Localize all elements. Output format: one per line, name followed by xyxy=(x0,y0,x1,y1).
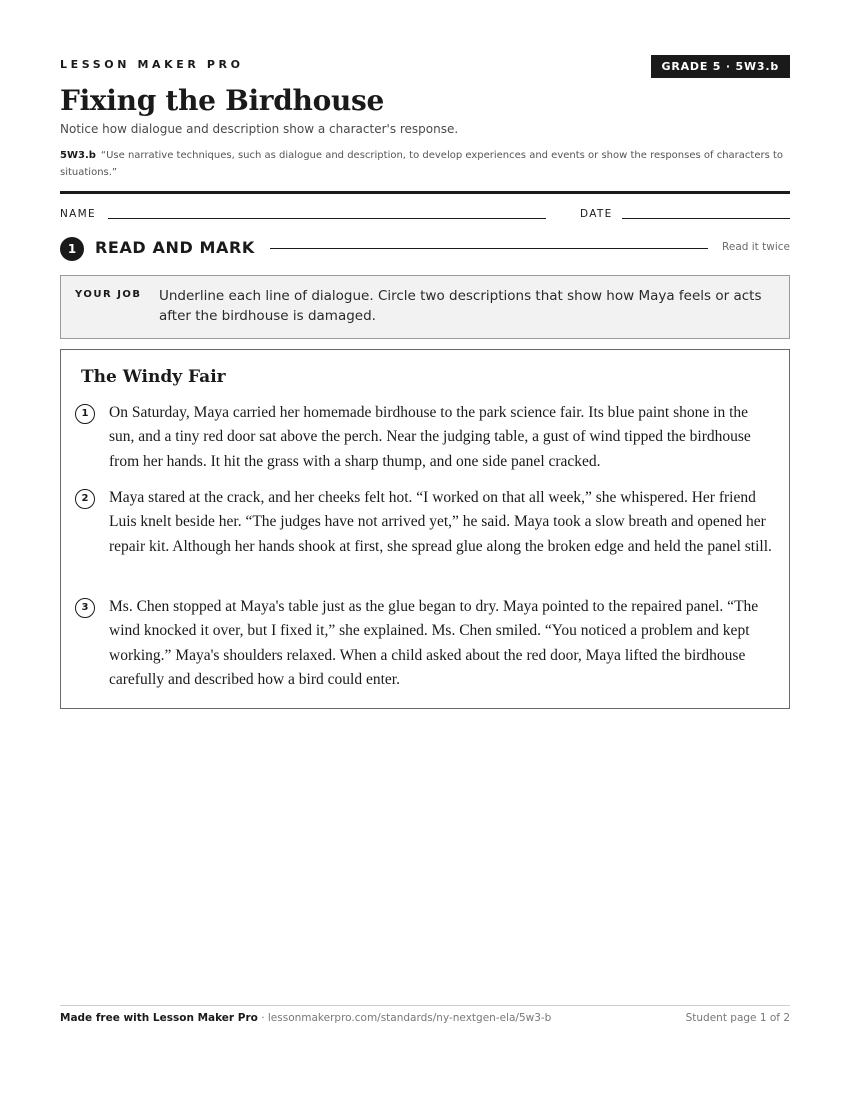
worksheet-subtitle: Notice how dialogue and description show a character's response. xyxy=(60,122,459,136)
section-title: READ AND MARK xyxy=(95,238,255,257)
footer-page-number: Student page 1 of 2 xyxy=(685,1012,790,1024)
paragraph-number: 1 xyxy=(75,404,95,424)
standard-description xyxy=(60,147,790,181)
paragraph-text: Maya stared at the crack, and her cheeks felt hot. “I worked on that all week,” she whispered. Her friend Luis knelt beside her. “The judges have not arrived yet,” he said. Maya took a slow breath and opened her repair kit. Although her hands shook at first, she spread glue along the broken edge and held the panel still. xyxy=(109,489,772,555)
footer-credit xyxy=(60,1012,551,1024)
standard-text: “Use narrative techniques, such as dialogue and description, to develop experiences and events or show the responses of characters to situations.” xyxy=(60,150,784,178)
standard-code: 5W3.b xyxy=(60,150,96,161)
worksheet-page xyxy=(60,0,790,1100)
footer-made-with: Made free with Lesson Maker Pro xyxy=(60,1012,258,1024)
brand-name: LESSON MAKER PRO xyxy=(60,58,244,71)
job-label: YOUR JOB xyxy=(75,289,142,300)
date-label: DATE xyxy=(580,208,613,220)
paragraph-text: Ms. Chen stopped at Maya's table just as the glue began to dry. Maya pointed to the repaired panel. “The wind knocked it over, but I fixed it,” she explained. Ms. Chen smiled. “You noticed a problem and kept working.” Maya's shoulders relaxed. When a child asked about the red door, Maya lifted the birdhouse carefully and described how a bird could enter. xyxy=(109,598,759,689)
section-number-badge: 1 xyxy=(60,237,84,261)
name-label: NAME xyxy=(60,208,96,220)
footer-divider xyxy=(60,1005,790,1006)
paragraph-number: 2 xyxy=(75,489,95,509)
grade-badge: GRADE 5 · 5W3.b xyxy=(651,55,790,78)
paragraph-number: 3 xyxy=(75,598,95,618)
footer-separator: · xyxy=(257,1012,268,1024)
name-field[interactable] xyxy=(108,218,546,219)
date-field[interactable] xyxy=(622,218,790,219)
footer-url: lessonmakerpro.com/standards/ny-nextgen-ela/5w3-b xyxy=(267,1012,552,1024)
story-title: The Windy Fair xyxy=(81,367,226,387)
section-header xyxy=(60,237,790,261)
your-job-box xyxy=(60,275,790,339)
story-passage xyxy=(60,349,790,709)
worksheet-title: Fixing the Birdhouse xyxy=(60,84,384,117)
name-date-row xyxy=(60,207,790,223)
section-note: Read it twice xyxy=(722,241,790,253)
header xyxy=(60,55,790,79)
paragraph-text: On Saturday, Maya carried her homemade birdhouse to the park science fair. Its blue paint shone in the sun, and a tiny red door sat above the perch. Near the judging table, a gust of wind tipped the birdhouse from her hands. It hit the grass with a sharp thump, and one side panel cracked. xyxy=(109,404,751,470)
header-divider xyxy=(60,191,790,194)
section-divider xyxy=(270,248,708,249)
job-instructions: Underline each line of dialogue. Circle two descriptions that show how Maya feels or acts after the birdhouse is damaged. xyxy=(159,288,762,324)
